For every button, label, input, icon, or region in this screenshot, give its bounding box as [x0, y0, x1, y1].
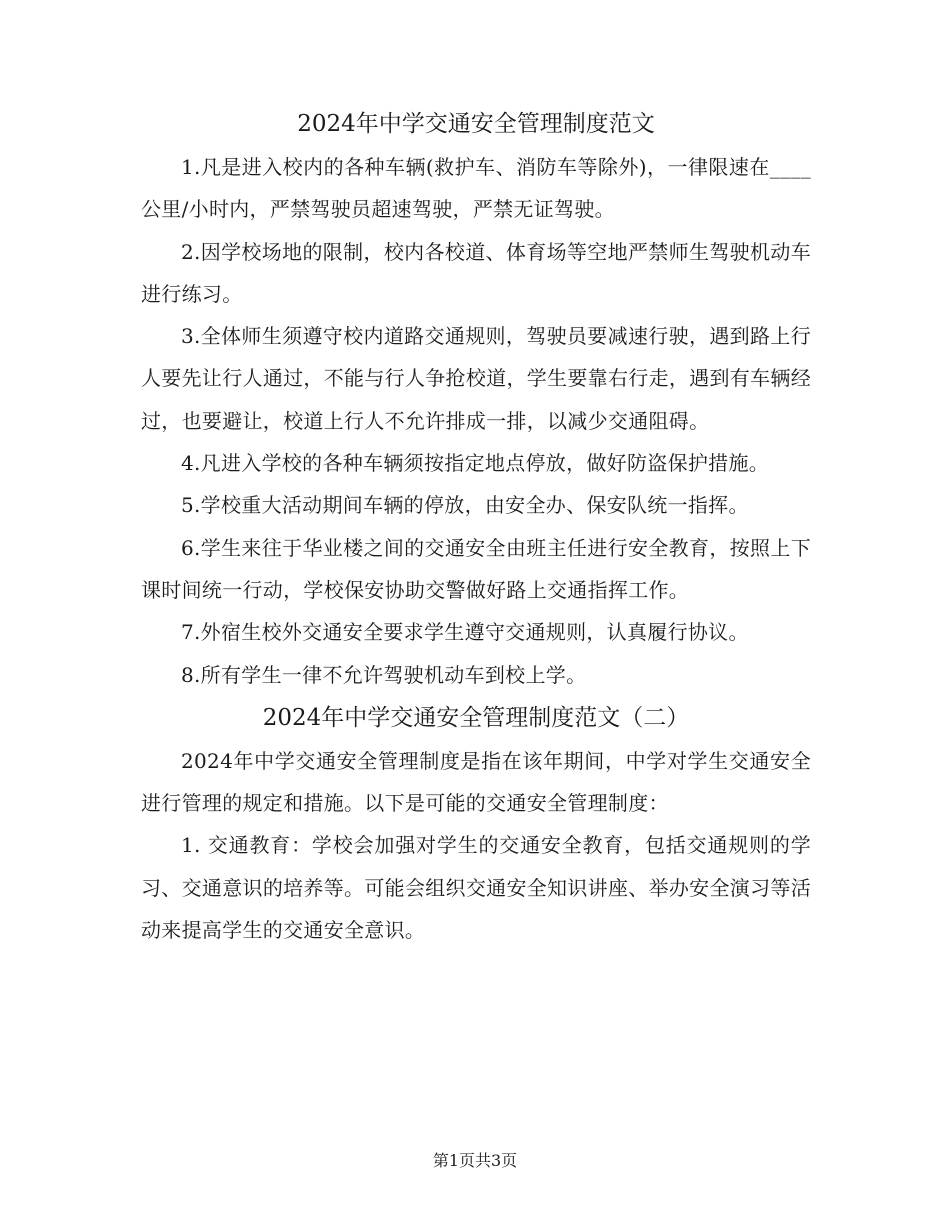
section-two-item-1: 1. 交通教育：学校会加强对学生的交通安全教育，包括交通规则的学习、交通意识的培养等。可能会组织交通安全知识讲座、举办安全演习等活动来提高学生的交通安全意识。	[141, 833, 811, 943]
rule-item-5: 5.学校重大活动期间车辆的停放，由安全办、保安队统一指挥。	[181, 493, 749, 518]
rule-item-1: 1.凡是进入校内的各种车辆(救护车、消防车等除外)，一律限速在____公里/小时内，严禁驾驶员超速驾驶，严禁无证驾驶。	[141, 155, 811, 222]
rule-item-3: 3.全体师生须遵守校内道路交通规则，驾驶员要减速行驶，遇到路上行人要先让行人通过，不能与行人争抢校道，学生要靠右行走，遇到有车辆经过，也要避让，校道上行人不允许排成一排，以减少交通阻碍。	[141, 324, 811, 433]
document-title: 2024年中学交通安全管理制度范文	[297, 111, 655, 137]
document-body	[141, 102, 811, 951]
rule-item-4: 4.凡进入学校的各种车辆须按指定地点停放，做好防盗保护措施。	[181, 451, 770, 476]
rule-item-8: 8.所有学生一律不允许驾驶机动车到校上学。	[181, 662, 587, 687]
rule-item-2: 2.因学校场地的限制，校内各校道、体育场等空地严禁师生驾驶机动车进行练习。	[141, 239, 811, 306]
section-two-title: 2024年中学交通安全管理制度范文（二）	[262, 704, 690, 731]
rule-item-7: 7.外宿生校外交通安全要求学生遵守交通规则，认真履行协议。	[181, 620, 749, 645]
page-footer: 第1页共3页	[432, 1151, 518, 1170]
section-two-intro: 2024年中学交通安全管理制度是指在该年期间，中学对学生交通安全进行管理的规定和措施。以下是可能的交通安全管理制度：	[141, 748, 811, 816]
rule-item-6: 6.学生来往于华业楼之间的交通安全由班主任进行安全教育，按照上下课时间统一行动，学校保安协助交警做好路上交通指挥工作。	[141, 535, 811, 602]
